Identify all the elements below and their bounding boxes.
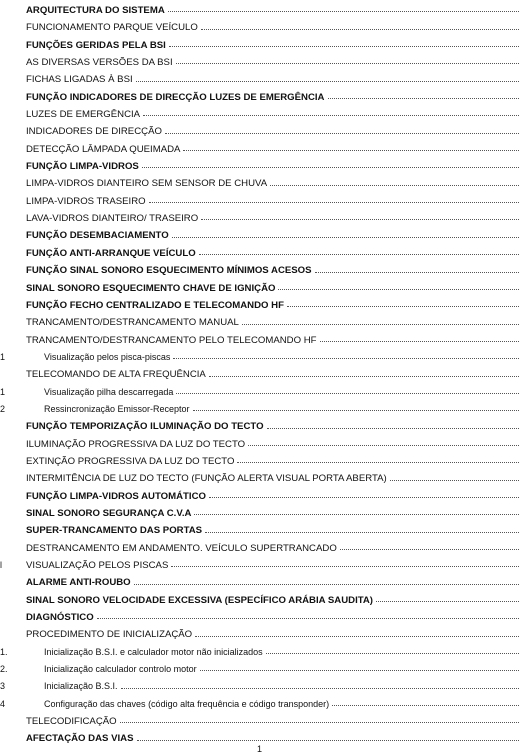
- toc-entry-title: FUNÇÃO INDICADORES DE DIRECÇÃO LUZES DE EMERGÊNCIA: [26, 91, 325, 103]
- dot-leader: [267, 428, 519, 429]
- toc-entry[interactable]: [0, 540, 519, 557]
- toc-entry-line: [26, 123, 519, 140]
- toc-entry-line: [26, 297, 519, 314]
- toc-entry-line: [26, 71, 519, 88]
- toc-entry-title: Inicialização calculador controlo motor: [44, 664, 197, 675]
- toc-entry[interactable]: [0, 557, 519, 574]
- toc-entry[interactable]: [0, 366, 519, 383]
- toc-entry-line: [26, 175, 519, 192]
- dot-leader: [176, 63, 519, 64]
- dot-leader: [199, 254, 519, 255]
- toc-entry-line: [26, 227, 519, 244]
- dot-leader: [149, 202, 519, 203]
- toc-entry[interactable]: [0, 626, 519, 643]
- dot-leader: [165, 133, 519, 134]
- dot-leader: [376, 601, 519, 602]
- toc-entry-line: [26, 557, 519, 574]
- toc-entry-title: AS DIVERSAS VERSÕES DA BSI: [26, 57, 173, 69]
- toc-entry-title: TELECODIFICAÇÃO: [26, 716, 117, 728]
- toc-entry[interactable]: [0, 332, 519, 349]
- toc-subentry[interactable]: [0, 644, 519, 661]
- toc-entry-line: [26, 574, 519, 591]
- dot-leader: [193, 410, 519, 411]
- toc-entry-line: [26, 158, 519, 175]
- dot-leader: [169, 46, 519, 47]
- toc-entry-line: [26, 262, 519, 279]
- toc-entry-number: 4: [0, 698, 6, 709]
- toc-entry-title: FICHAS LIGADAS À BSI: [26, 74, 133, 86]
- toc-entry-line: [26, 245, 519, 262]
- toc-entry-title: ALARME ANTI-ROUBO: [26, 577, 131, 589]
- toc-entry-line: [26, 470, 519, 487]
- toc-section-heading[interactable]: [0, 574, 519, 591]
- toc-subentry[interactable]: [0, 384, 519, 401]
- toc-section-heading[interactable]: [0, 262, 519, 279]
- toc-section-heading[interactable]: [0, 488, 519, 505]
- toc-entry-title: FUNÇÃO FECHO CENTRALIZADO E TELECOMANDO HF: [26, 299, 284, 311]
- toc-section-heading[interactable]: [0, 37, 519, 54]
- dot-leader: [328, 98, 519, 99]
- toc-entry-number: l: [0, 560, 2, 570]
- toc-entry-title: SUPER-TRANCAMENTO DAS PORTAS: [26, 525, 203, 537]
- toc-entry-title: INTERMITÊNCIA DE LUZ DO TECTO (FUNÇÃO ALERTA VISUAL PORTA ABERTA): [26, 473, 387, 485]
- toc-entry-title: TELECOMANDO DE ALTA FREQUÊNCIA: [26, 369, 206, 381]
- dot-leader: [237, 462, 519, 463]
- toc-entry-line: [26, 540, 519, 557]
- dot-leader: [201, 29, 519, 30]
- toc-entry-line: [44, 384, 519, 401]
- dot-leader: [248, 445, 519, 446]
- toc-entry-title: AFECTAÇÃO DAS VIAS: [26, 733, 134, 745]
- toc-section-heading[interactable]: [0, 297, 519, 314]
- dot-leader: [97, 618, 519, 619]
- toc-entry-line: [26, 505, 519, 522]
- toc-entry-line: [44, 678, 519, 695]
- toc-entry-title: FUNÇÃO DESEMBACIAMENTO: [26, 230, 169, 242]
- toc-subentry[interactable]: [0, 696, 519, 713]
- toc-section-heading[interactable]: [0, 158, 519, 175]
- toc-entry-number: 1: [0, 386, 6, 397]
- toc-entry-line: [44, 644, 519, 661]
- toc-entry-title: INDICADORES DE DIRECÇÃO: [26, 126, 162, 138]
- toc-section-heading[interactable]: [0, 418, 519, 435]
- dot-leader: [173, 358, 519, 359]
- toc-entry[interactable]: [0, 470, 519, 487]
- toc-entry-title: DETECÇÃO LÂMPADA QUEIMADA: [26, 143, 181, 155]
- toc-entry-number: 2.: [0, 664, 8, 675]
- toc-entry-title: VISUALIZAÇÃO PELOS PISCAS: [26, 560, 169, 571]
- toc-entry-title: Visualização pelos pisca-piscas: [44, 351, 171, 362]
- dot-leader: [209, 497, 519, 498]
- toc-entry[interactable]: [0, 175, 519, 192]
- dot-leader: [332, 705, 519, 706]
- toc-entry-line: [26, 2, 519, 19]
- dot-leader: [340, 549, 519, 550]
- toc-entry-title: LIMPA-VIDROS TRASEIRO: [26, 195, 146, 207]
- toc-entry-number: 2: [0, 403, 6, 414]
- toc-entry-title: SINAL SONORO ESQUECIMENTO CHAVE DE IGNIÇÃO: [26, 282, 276, 294]
- toc-entry[interactable]: [0, 453, 519, 470]
- dot-leader: [134, 584, 519, 585]
- toc-entry-line: [26, 280, 519, 297]
- dot-leader: [136, 81, 519, 82]
- dot-leader: [390, 480, 519, 481]
- toc-entry-title: LAVA-VIDROS DIANTEIRO/ TRASEIRO: [26, 213, 199, 225]
- toc-entry-title: FUNÇÃO LIMPA-VIDROS: [26, 161, 139, 173]
- toc-entry-line: [26, 332, 519, 349]
- toc-entry-title: SINAL SONORO SEGURANÇA C.V.A: [26, 507, 192, 519]
- toc-entry-title: TRANCAMENTO/DESTRANCAMENTO PELO TELECOMANDO HF: [26, 334, 317, 346]
- toc-entry[interactable]: [0, 713, 519, 730]
- toc-entry-line: [26, 141, 519, 158]
- toc-entry-line: [26, 436, 519, 453]
- toc-entry-title: DESTRANCAMENTO EM ANDAMENTO. VEÍCULO SUPERTRANCADO: [26, 542, 337, 554]
- toc-section-heading[interactable]: [0, 280, 519, 297]
- toc-subentry[interactable]: [0, 401, 519, 418]
- toc-entry-title: PROCEDIMENTO DE INICIALIZAÇÃO: [26, 629, 193, 641]
- toc-entry-number: 1: [0, 351, 6, 362]
- toc-section-heading[interactable]: [0, 245, 519, 262]
- toc-entry-number: 3: [0, 681, 6, 692]
- toc-entry[interactable]: [0, 123, 519, 140]
- toc-entry-line: [26, 488, 519, 505]
- toc-entry-line: [26, 193, 519, 210]
- toc-entry-title: FUNCIONAMENTO PARQUE VEÍCULO: [26, 22, 198, 34]
- dot-leader: [143, 115, 519, 116]
- toc-entry-line: [26, 522, 519, 539]
- toc-entry-line: [44, 349, 519, 366]
- dot-leader: [270, 185, 519, 186]
- toc-entry-line: [26, 609, 519, 626]
- toc-entry-line: [26, 418, 519, 435]
- toc-section-heading[interactable]: [0, 609, 519, 626]
- dot-leader: [176, 393, 519, 394]
- toc-entry[interactable]: [0, 19, 519, 36]
- toc-entry-title: FUNÇÕES GERIDAS PELA BSI: [26, 39, 166, 51]
- toc-section-heading[interactable]: [0, 522, 519, 539]
- toc-entry-title: Ressincronização Emissor-Receptor: [44, 403, 190, 414]
- dot-leader: [315, 272, 519, 273]
- toc-entry-title: ARQUITECTURA DO SISTEMA: [26, 5, 165, 16]
- toc-entry-title: TRANCAMENTO/DESTRANCAMENTO MANUAL: [26, 317, 239, 329]
- dot-leader: [209, 376, 519, 377]
- dot-leader: [195, 636, 519, 637]
- toc-subentry[interactable]: [0, 661, 519, 678]
- dot-leader: [142, 167, 519, 168]
- dot-leader: [137, 740, 519, 741]
- dot-leader: [287, 306, 519, 307]
- toc-entry[interactable]: [0, 193, 519, 210]
- toc-entry-line: [44, 661, 519, 678]
- toc-entry-title: FUNÇÃO ANTI-ARRANQUE VEÍCULO: [26, 247, 196, 259]
- toc-entry-title: LUZES DE EMERGÊNCIA: [26, 109, 141, 121]
- toc-entry-line: [26, 210, 519, 227]
- toc-entry[interactable]: [0, 436, 519, 453]
- toc-entry-title: SINAL SONORO VELOCIDADE EXCESSIVA (ESPECÍFICO ARÁBIA SAUDITA): [26, 594, 374, 606]
- toc-entry-line: [26, 592, 519, 609]
- dot-leader: [242, 324, 519, 325]
- dot-leader: [168, 11, 519, 12]
- toc-section-heading[interactable]: [0, 2, 519, 19]
- dot-leader: [205, 532, 519, 533]
- toc-entry[interactable]: [0, 141, 519, 158]
- dot-leader: [183, 150, 519, 151]
- toc-entry-title: Visualização pilha descarregada: [44, 386, 174, 397]
- toc-entry-title: DIAGNÓSTICO: [26, 612, 94, 624]
- dot-leader: [120, 722, 519, 723]
- toc-entry-number: 1.: [0, 646, 8, 657]
- toc-entry[interactable]: [0, 71, 519, 88]
- toc-entry-line: [44, 696, 519, 713]
- toc-entry[interactable]: [0, 314, 519, 331]
- toc-entry-line: [26, 314, 519, 331]
- toc-entry-line: [26, 713, 519, 730]
- dot-leader: [320, 341, 519, 342]
- toc-section-heading[interactable]: [0, 89, 519, 106]
- toc-entry-line: [26, 37, 519, 54]
- toc-entry-line: [26, 89, 519, 106]
- toc-entry-title: LIMPA-VIDROS DIANTEIRO SEM SENSOR DE CHUVA: [26, 178, 268, 190]
- toc-section-heading[interactable]: [0, 227, 519, 244]
- toc-entry-line: [26, 626, 519, 643]
- dot-leader: [266, 653, 519, 654]
- toc-entry[interactable]: [0, 210, 519, 227]
- toc-section-heading[interactable]: [0, 592, 519, 609]
- toc-subentry[interactable]: [0, 349, 519, 366]
- toc-entry-title: Inicialização B.S.I.: [44, 681, 118, 692]
- toc-entry-line: [26, 453, 519, 470]
- dot-leader: [171, 566, 519, 567]
- toc-subentry[interactable]: [0, 678, 519, 695]
- toc-entry[interactable]: [0, 106, 519, 123]
- table-of-contents: [0, 2, 519, 748]
- toc-section-heading[interactable]: [0, 505, 519, 522]
- toc-entry-line: [26, 19, 519, 36]
- toc-entry-title: FUNÇÃO TEMPORIZAÇÃO ILUMINAÇÃO DO TECTO: [26, 421, 264, 433]
- toc-entry-line: [44, 401, 519, 418]
- dot-leader: [200, 670, 519, 671]
- toc-entry-line: [26, 366, 519, 383]
- dot-leader: [172, 237, 519, 238]
- toc-entry-line: [26, 106, 519, 123]
- toc-entry[interactable]: [0, 54, 519, 71]
- page-number: 1: [256, 744, 262, 754]
- toc-entry-title: FUNÇÃO SINAL SONORO ESQUECIMENTO MÍNIMOS ACESOS: [26, 265, 312, 277]
- toc-entry-title: Configuração das chaves (código alta frequência e código transponder): [44, 698, 330, 709]
- dot-leader: [121, 688, 519, 689]
- dot-leader: [194, 514, 519, 515]
- toc-entry-title: ILUMINAÇÃO PROGRESSIVA DA LUZ DO TECTO: [26, 438, 246, 450]
- toc-entry-title: EXTINÇÃO PROGRESSIVA DA LUZ DO TECTO: [26, 455, 235, 467]
- dot-leader: [201, 219, 519, 220]
- toc-entry-line: [26, 54, 519, 71]
- toc-entry-title: FUNÇÃO LIMPA-VIDROS AUTOMÁTICO: [26, 490, 206, 502]
- toc-entry-title: Inicialização B.S.I. e calculador motor não inicializados: [44, 646, 263, 657]
- dot-leader: [278, 289, 519, 290]
